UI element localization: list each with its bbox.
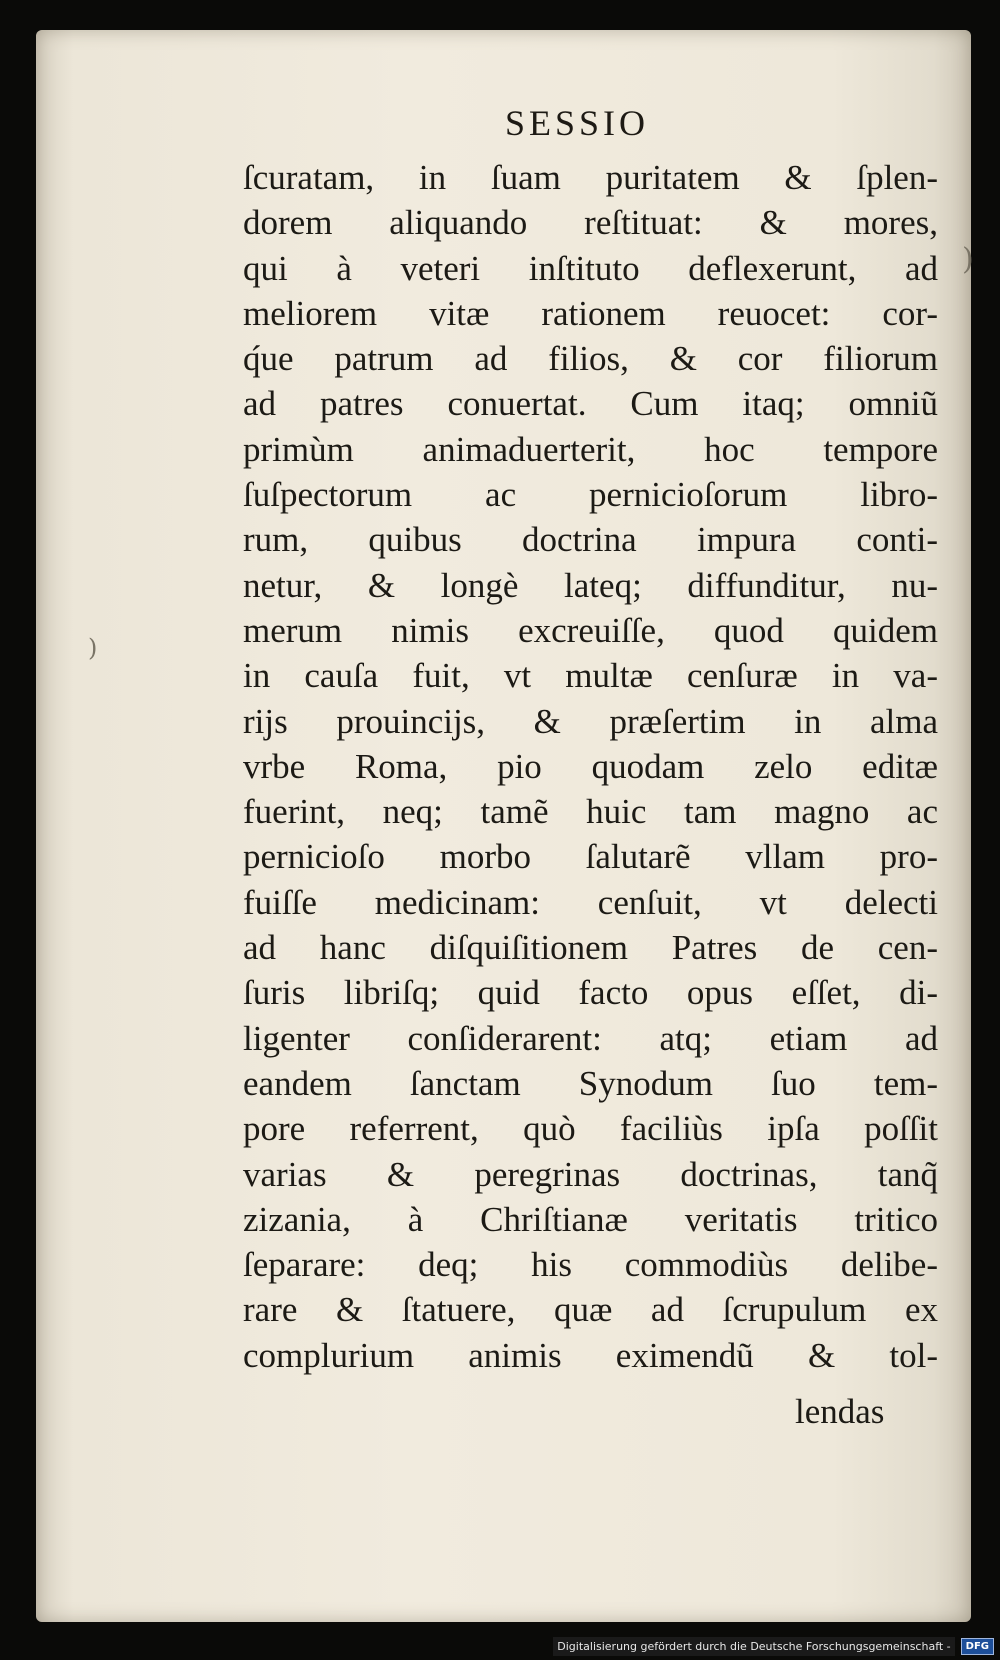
- catchword: lendas: [795, 1392, 885, 1431]
- text-line: ſuris libriſq; quid facto opus eſſet, di-: [243, 973, 938, 1013]
- text-line: ad hanc diſquiſitionem Patres de cen-: [243, 928, 938, 968]
- text-line: q́ue patrum ad filios, & cor filiorum: [243, 339, 938, 379]
- text-line: rijs prouincijs, & præſertim in alma: [243, 701, 938, 741]
- margin-mark-right: ): [962, 242, 974, 277]
- text-line: in cauſa fuit, vt multæ cenſuræ in va-: [243, 656, 938, 696]
- text-line: ſcuratam, in ſuam puritatem & ſplen-: [243, 158, 938, 197]
- text-line: rare & ſtatuere, quæ ad ſcrupulum ex: [243, 1290, 938, 1330]
- text-line: varias & peregrinas doctrinas, tanq̃: [243, 1154, 938, 1194]
- funding-credit: Digitalisierung gefördert durch die Deutsche Forschungsgemeinschaft -: [553, 1637, 954, 1656]
- text-line: primùm animaduerterit, hoc tempore: [243, 429, 938, 469]
- text-line: fuerint, neq; tamẽ huic tam magno ac: [243, 792, 938, 832]
- text-line: netur, & longè lateq; diffunditur, nu-: [243, 565, 938, 605]
- digitization-footer: [553, 1634, 994, 1658]
- text-line: ligenter conſiderarent: atq; etiam ad: [243, 1018, 938, 1058]
- text-line: fuiſſe medicinam: cenſuit, vt delecti: [243, 882, 938, 922]
- text-line: vrbe Roma, pio quodam zelo editæ: [243, 746, 938, 786]
- text-line: meliorem vitæ rationem reuocet: cor-: [243, 293, 938, 333]
- margin-mark-left: ): [88, 634, 98, 662]
- text-line: pore referrent, quò faciliùs ipſa poſſit: [243, 1109, 938, 1149]
- dfg-logo-icon: DFG: [961, 1638, 994, 1655]
- text-line: dorem aliquando reſtituat: & mores,: [243, 203, 938, 243]
- text-line: pernicioſo morbo ſalutarẽ vllam pro-: [243, 837, 938, 877]
- running-header: SESSIO: [505, 103, 650, 143]
- text-line: merum nimis excreuiſſe, quod quidem: [243, 610, 938, 650]
- body-text: [243, 155, 938, 1378]
- text-line: ad patres conuertat. Cum itaq; omniũ: [243, 384, 938, 424]
- text-line: rum, quibus doctrina impura conti-: [243, 520, 938, 560]
- text-line: zizania, à Chriſtianæ veritatis tritico: [243, 1199, 938, 1239]
- text-line: ſeparare: deq; his commodiùs delibe-: [243, 1245, 938, 1285]
- text-line: eandem ſanctam Synodum ſuo tem-: [243, 1063, 938, 1103]
- text-line: complurium animis eximendũ & tol-: [243, 1335, 938, 1375]
- text-line: ſuſpectorum ac pernicioſorum libro-: [243, 475, 938, 515]
- text-line: qui à veteri inſtituto deflexerunt, ad: [243, 248, 938, 288]
